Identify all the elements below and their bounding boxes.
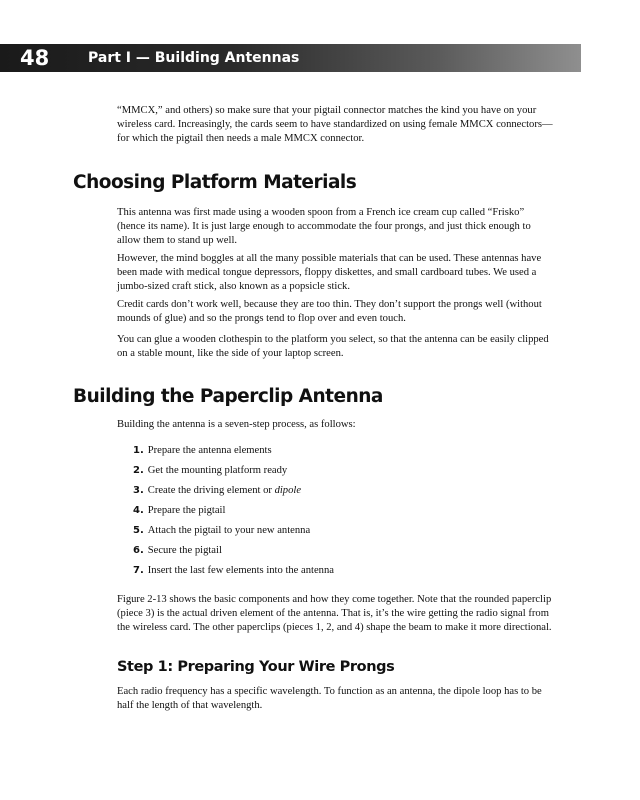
- step-item: 6. Secure the pigtail: [133, 545, 222, 556]
- building-intro: Building the antenna is a seven-step process, as follows:: [117, 419, 356, 430]
- platform-paragraph-3: Credit cards don’t work well, because they are too thin. They don’t support the prongs well (without mounds of glue) and so the prongs tend to flop over and even touch.: [117, 299, 542, 324]
- step-item: 7. Insert the last few elements into the antenna: [133, 565, 334, 576]
- building-paragraph-after: Figure 2-13 shows the basic components and how they come together. Note that the rounded paperclip (piece 3) is the actual driven element of the antenna. That is, it’s the wire getting the radio signal from the wireless card. The other paperclips (pieces 1, 2, and 4) shape the beam to make it more directional.: [117, 594, 552, 633]
- subsection-heading-step1: Step 1: Preparing Your Wire Prongs: [117, 659, 395, 675]
- platform-paragraph-4: You can glue a wooden clothespin to the platform you select, so that the antenna can be easily clipped on a stable mount, like the side of your laptop screen.: [117, 334, 549, 359]
- page-number: 48: [20, 46, 50, 70]
- step-item: 5. Attach the pigtail to your new antenna: [133, 525, 311, 536]
- section-heading-building: Building the Paperclip Antenna: [73, 386, 383, 407]
- intro-paragraph: “MMCX,” and others) so make sure that your pigtail connector matches the kind you have on your wireless card. Increasingly, the cards seem to have standardized on using female MMCX connectors—for which the pigtail then needs a male MMCX connector.: [117, 105, 553, 144]
- running-head: Part I — Building Antennas: [88, 50, 300, 66]
- step1-paragraph: Each radio frequency has a specific wavelength. To function as an antenna, the dipole loop has to be half the length of that wavelength.: [117, 686, 542, 711]
- step-item: 1. Prepare the antenna elements: [133, 445, 272, 456]
- platform-paragraph-2: However, the mind boggles at all the many possible materials that can be used. These antennas have been made with medical tongue depressors, floppy diskettes, and small cardboard tubes. We used a jumbo-sized craft stick, also known as a popsicle stick.: [117, 253, 542, 292]
- platform-paragraph-1: This antenna was first made using a wooden spoon from a French ice cream cup called “Frisko” (hence its name). It is just large enough to accommodate the four prongs, and just thick enough to allow them to stand up well.: [117, 207, 531, 246]
- step-item: 2. Get the mounting platform ready: [133, 465, 288, 476]
- section-heading-platform: Choosing Platform Materials: [73, 172, 357, 193]
- step-item: 3. Create the driving element or dipole: [133, 485, 302, 496]
- step-item: 4. Prepare the pigtail: [133, 505, 226, 516]
